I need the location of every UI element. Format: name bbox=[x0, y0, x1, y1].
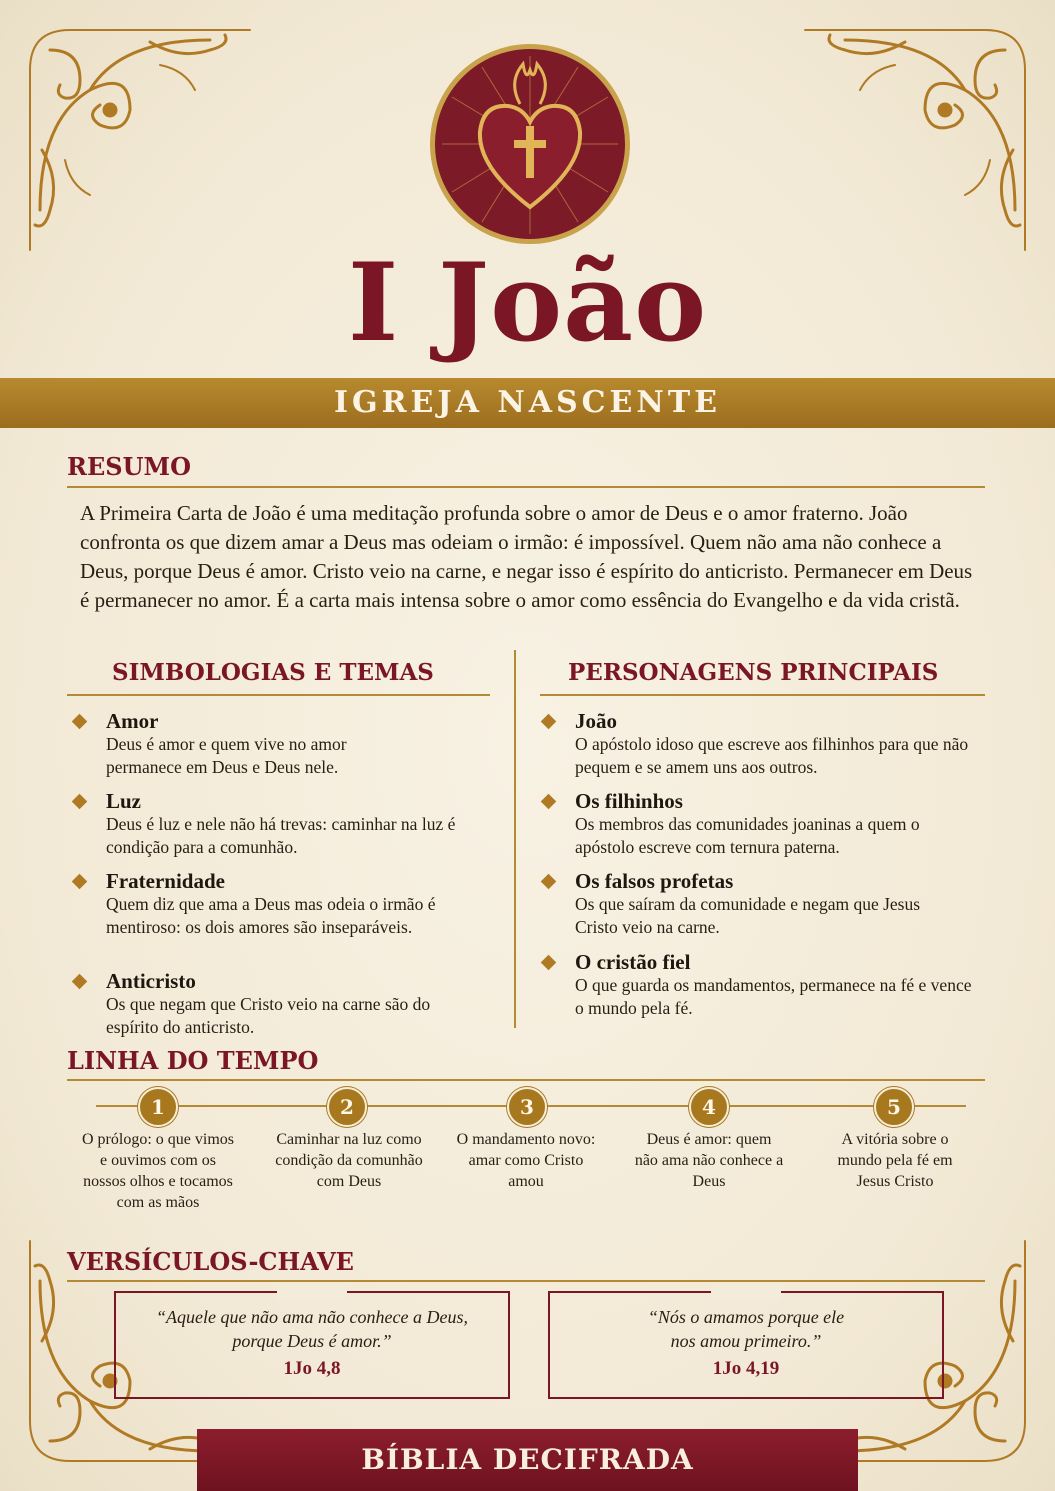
timeline-text: Deus é amor: quem não ama não conhece a Deus bbox=[634, 1131, 784, 1190]
diamond-bullet-icon bbox=[72, 874, 88, 890]
footer-brand: BÍBLIA DECIFRADA bbox=[197, 1429, 858, 1491]
item-desc: Deus é luz e nele não há trevas: caminhar na luz é condição para a comunhão. bbox=[106, 814, 456, 857]
item-desc: Os membros das comunidades joaninas a quem o apóstolo escreve com ternura paterna. bbox=[575, 814, 920, 857]
personagens-heading: PERSONAGENS PRINCIPAIS bbox=[568, 659, 939, 686]
sacred-heart-emblem bbox=[428, 42, 632, 246]
diamond-bullet-icon bbox=[72, 794, 88, 810]
item-title: Os falsos profetas bbox=[575, 869, 734, 893]
item-title: Fraternidade bbox=[106, 869, 225, 893]
timeline-text: O prólogo: o que vimos e ouvimos com os nossos olhos e tocamos com as mãos bbox=[82, 1131, 234, 1211]
item-title: Luz bbox=[106, 789, 142, 813]
item-title: Os filhinhos bbox=[575, 789, 683, 813]
item-title: O cristão fiel bbox=[575, 950, 691, 974]
resumo-text: A Primeira Carta de João é uma meditação profunda sobre o amor de Deus e o amor fraterno. João confronta os que dizem amar a Deus mas odeiam o irmão: é impossível. Quem não ama não conhece a Deus, porque Deus é amor. Cristo veio na carne, e negar isso é espírito do anticristo. Permanecer em Deus é permanecer no amor. É a carta mais intensa sobre o amor como essência do Evangelho e da vida cristã. bbox=[80, 501, 973, 612]
item-desc: O apóstolo idoso que escreve aos filhinhos para que não pequem e se amem uns aos outros. bbox=[575, 734, 969, 777]
diamond-bullet-icon bbox=[541, 955, 557, 971]
diamond-bullet-icon bbox=[541, 874, 557, 890]
diamond-bullet-icon bbox=[541, 714, 557, 730]
timeline-node: 4 bbox=[689, 1087, 729, 1127]
verse-reference: 1Jo 4,8 bbox=[283, 1358, 341, 1379]
timeline-node: 1 bbox=[138, 1087, 178, 1127]
timeline-node: 3 bbox=[507, 1087, 547, 1127]
linha-do-tempo-heading: LINHA DO TEMPO bbox=[67, 1046, 319, 1075]
item-title: João bbox=[575, 709, 617, 733]
versiculos-rule bbox=[67, 1280, 985, 1282]
verse-ornament bbox=[277, 1284, 347, 1300]
subtitle-banner: IGREJA NASCENTE bbox=[0, 378, 1055, 428]
timeline-node: 5 bbox=[874, 1087, 914, 1127]
item-title: Amor bbox=[106, 709, 159, 733]
diamond-bullet-icon bbox=[72, 714, 88, 730]
personagens-rule bbox=[540, 694, 985, 696]
page-title: I João bbox=[347, 240, 708, 366]
item-desc: Os que saíram da comunidade e negam que Jesus Cristo veio na carne. bbox=[575, 894, 921, 937]
resumo-rule bbox=[67, 486, 985, 488]
timeline-text: Caminhar na luz como condição da comunhão com Deus bbox=[275, 1131, 423, 1190]
item-desc: Os que negam que Cristo veio na carne são do espírito do anticristo. bbox=[106, 994, 431, 1037]
diamond-bullet-icon bbox=[72, 974, 88, 990]
timeline-text: O mandamento novo: amar como Cristo amou bbox=[456, 1131, 596, 1190]
simbologias-heading: SIMBOLOGIAS E TEMAS bbox=[112, 659, 434, 686]
timeline-node: 2 bbox=[327, 1087, 367, 1127]
item-title: Anticristo bbox=[106, 969, 196, 993]
verse-ornament bbox=[711, 1284, 781, 1300]
verse-quote: “Aquele que não ama não conhece a Deus, porque Deus é amor.” bbox=[156, 1307, 468, 1351]
timeline-text: A vitória sobre o mundo pela fé em Jesus Cristo bbox=[837, 1131, 953, 1190]
corner-ornament-top-right bbox=[795, 10, 1045, 260]
item-desc: O que guarda os mandamentos, permanece na fé e vence o mundo pela fé. bbox=[575, 975, 972, 1018]
versiculos-heading: VERSÍCULOS-CHAVE bbox=[67, 1247, 354, 1276]
linha-do-tempo-rule bbox=[67, 1079, 985, 1081]
simbologias-rule bbox=[67, 694, 490, 696]
column-divider bbox=[514, 650, 516, 1028]
verse-reference: 1Jo 4,19 bbox=[712, 1358, 780, 1379]
verse-quote: “Nós o amamos porque ele nos amou primeiro.” bbox=[647, 1307, 845, 1351]
item-desc: Deus é amor e quem vive no amor permanece em Deus e Deus nele. bbox=[106, 734, 347, 777]
verse-card bbox=[548, 1291, 944, 1399]
verse-card bbox=[114, 1291, 510, 1399]
diamond-bullet-icon bbox=[541, 794, 557, 810]
item-desc: Quem diz que ama a Deus mas odeia o irmão é mentiroso: os dois amores são inseparáveis. bbox=[106, 894, 436, 937]
corner-ornament-top-left bbox=[10, 10, 260, 260]
resumo-heading: RESUMO bbox=[67, 452, 191, 481]
